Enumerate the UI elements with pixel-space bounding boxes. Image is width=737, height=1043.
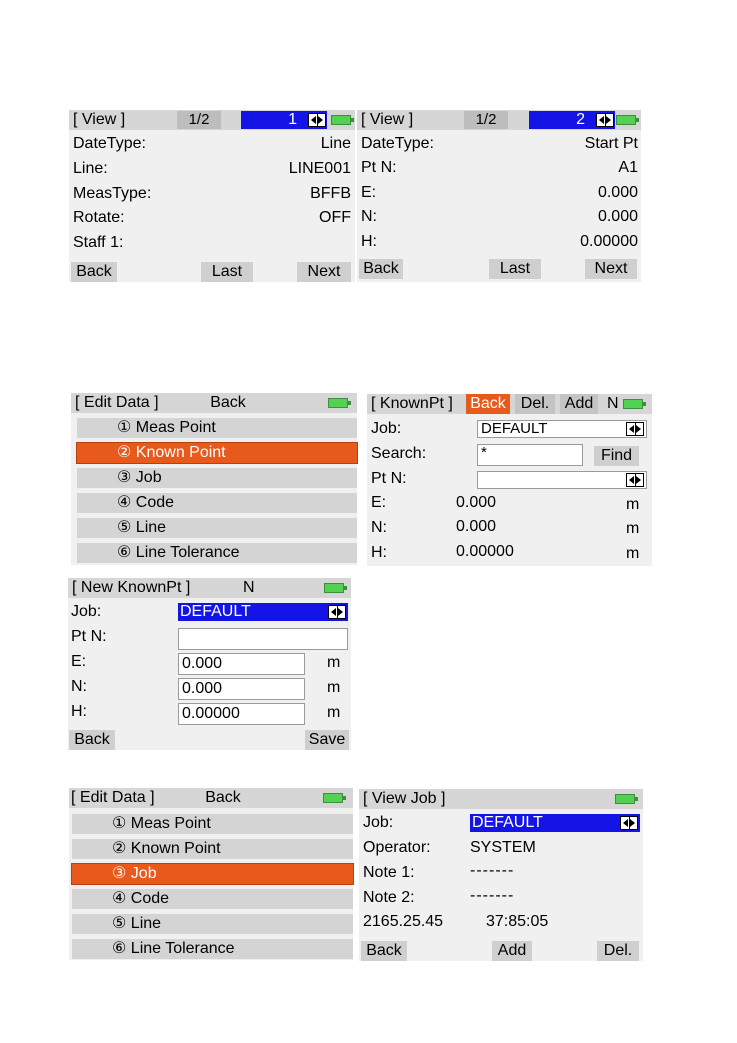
input-mode-indicator: N bbox=[607, 395, 619, 412]
h-input[interactable] bbox=[178, 703, 305, 725]
row-value: Line bbox=[320, 135, 351, 152]
screen-title: [ Edit Data ] bbox=[71, 789, 155, 806]
row-label: Pt N: bbox=[361, 159, 397, 176]
note1-value: ------- bbox=[470, 862, 515, 879]
header-bar bbox=[68, 578, 351, 598]
menu-item-label: ③ Job bbox=[117, 469, 162, 486]
row-value: 0.000 bbox=[597, 208, 638, 225]
menu-item-meas-point[interactable] bbox=[72, 814, 353, 834]
menu-item-label: ③ Job bbox=[112, 865, 157, 882]
menu-item-line-tolerance[interactable] bbox=[77, 543, 357, 563]
row-label: E: bbox=[371, 494, 387, 511]
menu-item-label: ⑥ Line Tolerance bbox=[112, 940, 235, 957]
menu-item-label: ⑥ Line Tolerance bbox=[117, 544, 240, 561]
job-select-value: DEFAULT bbox=[472, 814, 543, 831]
battery-icon bbox=[623, 399, 643, 409]
back-button[interactable]: Back bbox=[69, 730, 115, 750]
menu-item-meas-point[interactable] bbox=[77, 418, 357, 438]
footer-bar bbox=[69, 262, 355, 282]
row-label: H: bbox=[371, 544, 387, 561]
search-input-value: * bbox=[481, 444, 487, 461]
header-bar bbox=[367, 394, 652, 414]
menu-item-label: ④ Code bbox=[117, 494, 175, 511]
job-date: 2165.25.45 bbox=[363, 913, 444, 930]
menu-item-line-tolerance[interactable] bbox=[72, 939, 353, 959]
input-mode-indicator: N bbox=[243, 579, 255, 596]
search-label: Search: bbox=[371, 445, 427, 462]
row-label: N: bbox=[361, 208, 377, 225]
prev-next-icon[interactable] bbox=[626, 422, 644, 436]
back-button[interactable]: Back bbox=[359, 259, 403, 279]
row-label: H: bbox=[361, 233, 377, 250]
menu-item-line[interactable] bbox=[72, 914, 353, 934]
ptn-input[interactable] bbox=[178, 628, 348, 650]
battery-icon bbox=[331, 115, 351, 125]
row-label: DateType: bbox=[361, 135, 434, 152]
record-index: 2 bbox=[576, 111, 585, 128]
row-label: E: bbox=[361, 184, 377, 201]
row-label: Rotate: bbox=[73, 209, 125, 226]
prev-next-icon[interactable] bbox=[626, 473, 644, 487]
row-value: Start Pt bbox=[584, 135, 638, 152]
header-bar bbox=[69, 788, 353, 808]
last-button[interactable]: Last bbox=[201, 262, 253, 282]
record-index: 1 bbox=[288, 111, 297, 128]
job-label: Job: bbox=[363, 814, 394, 831]
next-button[interactable]: Next bbox=[297, 262, 351, 282]
menu-item-code[interactable] bbox=[77, 493, 357, 513]
menu-item-job[interactable] bbox=[77, 468, 357, 488]
menu-item-line[interactable] bbox=[77, 518, 357, 538]
menu-item-known-point[interactable] bbox=[77, 443, 357, 463]
add-button[interactable]: Add bbox=[560, 394, 598, 414]
row-value: 0.00000 bbox=[456, 543, 514, 560]
battery-icon bbox=[323, 793, 343, 803]
row-label: N: bbox=[71, 678, 87, 695]
row-label: Line: bbox=[73, 160, 108, 177]
record-index-field[interactable] bbox=[529, 111, 615, 129]
back-button[interactable]: Back bbox=[201, 788, 245, 808]
prev-next-icon[interactable] bbox=[620, 816, 638, 830]
back-button[interactable]: Back bbox=[206, 393, 250, 413]
row-unit: m bbox=[327, 654, 341, 671]
delete-button[interactable]: Del. bbox=[597, 941, 639, 961]
row-value: 0.000 bbox=[597, 184, 638, 201]
ptn-select[interactable] bbox=[477, 471, 647, 489]
screen-title: [ View ] bbox=[73, 111, 126, 128]
header-bar bbox=[69, 110, 355, 130]
row-label: E: bbox=[71, 653, 87, 670]
menu-item-code[interactable] bbox=[72, 889, 353, 909]
page-indicator: 1/2 bbox=[464, 111, 508, 129]
screen-title: [ New KnownPt ] bbox=[72, 579, 191, 596]
row-label: H: bbox=[71, 703, 87, 720]
last-button[interactable]: Last bbox=[489, 259, 541, 279]
row-value: 0.000 bbox=[456, 494, 497, 511]
view-screen-1 bbox=[69, 110, 355, 282]
job-select[interactable] bbox=[470, 814, 640, 832]
find-button[interactable]: Find bbox=[594, 446, 639, 466]
row-value: 0.00000 bbox=[580, 233, 638, 250]
view-job-screen bbox=[359, 789, 643, 961]
footer-bar bbox=[68, 730, 351, 750]
edit-data-screen bbox=[71, 393, 357, 565]
menu-item-label: ④ Code bbox=[112, 890, 170, 907]
footer-bar bbox=[357, 259, 641, 279]
menu-item-label: ⑤ Line bbox=[117, 519, 167, 536]
job-select-value: DEFAULT bbox=[180, 603, 251, 620]
view-screen-2 bbox=[357, 110, 641, 282]
record-index-field[interactable] bbox=[241, 111, 327, 129]
prev-next-icon[interactable] bbox=[596, 113, 614, 127]
row-label: N: bbox=[371, 519, 387, 536]
header-bar bbox=[357, 110, 641, 130]
prev-next-icon[interactable] bbox=[308, 113, 326, 127]
row-unit: m bbox=[327, 679, 341, 696]
menu-item-job[interactable] bbox=[72, 864, 353, 884]
n-input-value: 0.000 bbox=[182, 680, 223, 697]
menu-item-label: ① Meas Point bbox=[117, 419, 216, 436]
new-known-point-screen bbox=[68, 578, 351, 750]
menu-item-label: ② Known Point bbox=[117, 444, 226, 461]
note2-label: Note 2: bbox=[363, 889, 415, 906]
ptn-label: Pt N: bbox=[71, 628, 107, 645]
battery-icon bbox=[615, 794, 635, 804]
search-input[interactable] bbox=[477, 444, 583, 466]
row-unit: m bbox=[626, 496, 640, 513]
operator-label: Operator: bbox=[363, 839, 431, 856]
back-button[interactable]: Back bbox=[361, 941, 407, 961]
delete-button[interactable]: Del. bbox=[515, 394, 555, 414]
row-value: A1 bbox=[618, 159, 638, 176]
row-unit: m bbox=[626, 545, 640, 562]
job-time: 37:85:05 bbox=[486, 913, 549, 930]
row-value: LINE001 bbox=[288, 160, 351, 177]
battery-icon bbox=[616, 115, 636, 125]
row-value: OFF bbox=[319, 209, 351, 226]
known-point-screen bbox=[367, 394, 652, 566]
row-unit: m bbox=[327, 704, 341, 721]
battery-icon bbox=[324, 583, 344, 593]
job-select-value: DEFAULT bbox=[481, 420, 548, 437]
note2-value: ------- bbox=[470, 887, 515, 904]
e-input-value: 0.000 bbox=[182, 655, 223, 672]
ptn-label: Pt N: bbox=[371, 470, 407, 487]
screen-title: [ KnownPt ] bbox=[371, 395, 453, 412]
row-label: Staff 1: bbox=[73, 234, 124, 251]
job-select[interactable] bbox=[477, 420, 647, 438]
h-input-value: 0.00000 bbox=[182, 705, 240, 722]
back-button[interactable]: Back bbox=[466, 394, 510, 414]
menu-item-label: ② Known Point bbox=[112, 840, 221, 857]
menu-item-label: ⑤ Line bbox=[112, 915, 162, 932]
row-label: DateType: bbox=[73, 135, 146, 152]
footer-bar bbox=[359, 941, 643, 961]
row-label: MeasType: bbox=[73, 185, 152, 202]
prev-next-icon[interactable] bbox=[328, 605, 346, 619]
edit-data-screen bbox=[69, 788, 353, 960]
header-bar bbox=[359, 789, 643, 809]
job-label: Job: bbox=[71, 603, 102, 620]
job-label: Job: bbox=[371, 420, 402, 437]
menu-item-label: ① Meas Point bbox=[112, 815, 211, 832]
screen-title: [ View Job ] bbox=[363, 790, 446, 807]
back-button[interactable]: Back bbox=[71, 262, 117, 282]
battery-icon bbox=[328, 398, 348, 408]
add-button[interactable]: Add bbox=[492, 941, 532, 961]
menu-item-known-point[interactable] bbox=[72, 839, 353, 859]
n-input[interactable] bbox=[178, 678, 305, 700]
next-button[interactable]: Next bbox=[585, 259, 637, 279]
save-button[interactable]: Save bbox=[305, 730, 349, 750]
note1-label: Note 1: bbox=[363, 864, 415, 881]
header-bar bbox=[71, 393, 357, 413]
e-input[interactable] bbox=[178, 653, 305, 675]
row-value: BFFB bbox=[310, 185, 351, 202]
job-select[interactable] bbox=[178, 603, 348, 621]
row-value: 0.000 bbox=[456, 518, 497, 535]
screen-title: [ View ] bbox=[361, 111, 414, 128]
screen-title: [ Edit Data ] bbox=[75, 394, 159, 411]
operator-value: SYSTEM bbox=[470, 839, 536, 856]
page-indicator: 1/2 bbox=[177, 111, 221, 129]
row-unit: m bbox=[626, 520, 640, 537]
